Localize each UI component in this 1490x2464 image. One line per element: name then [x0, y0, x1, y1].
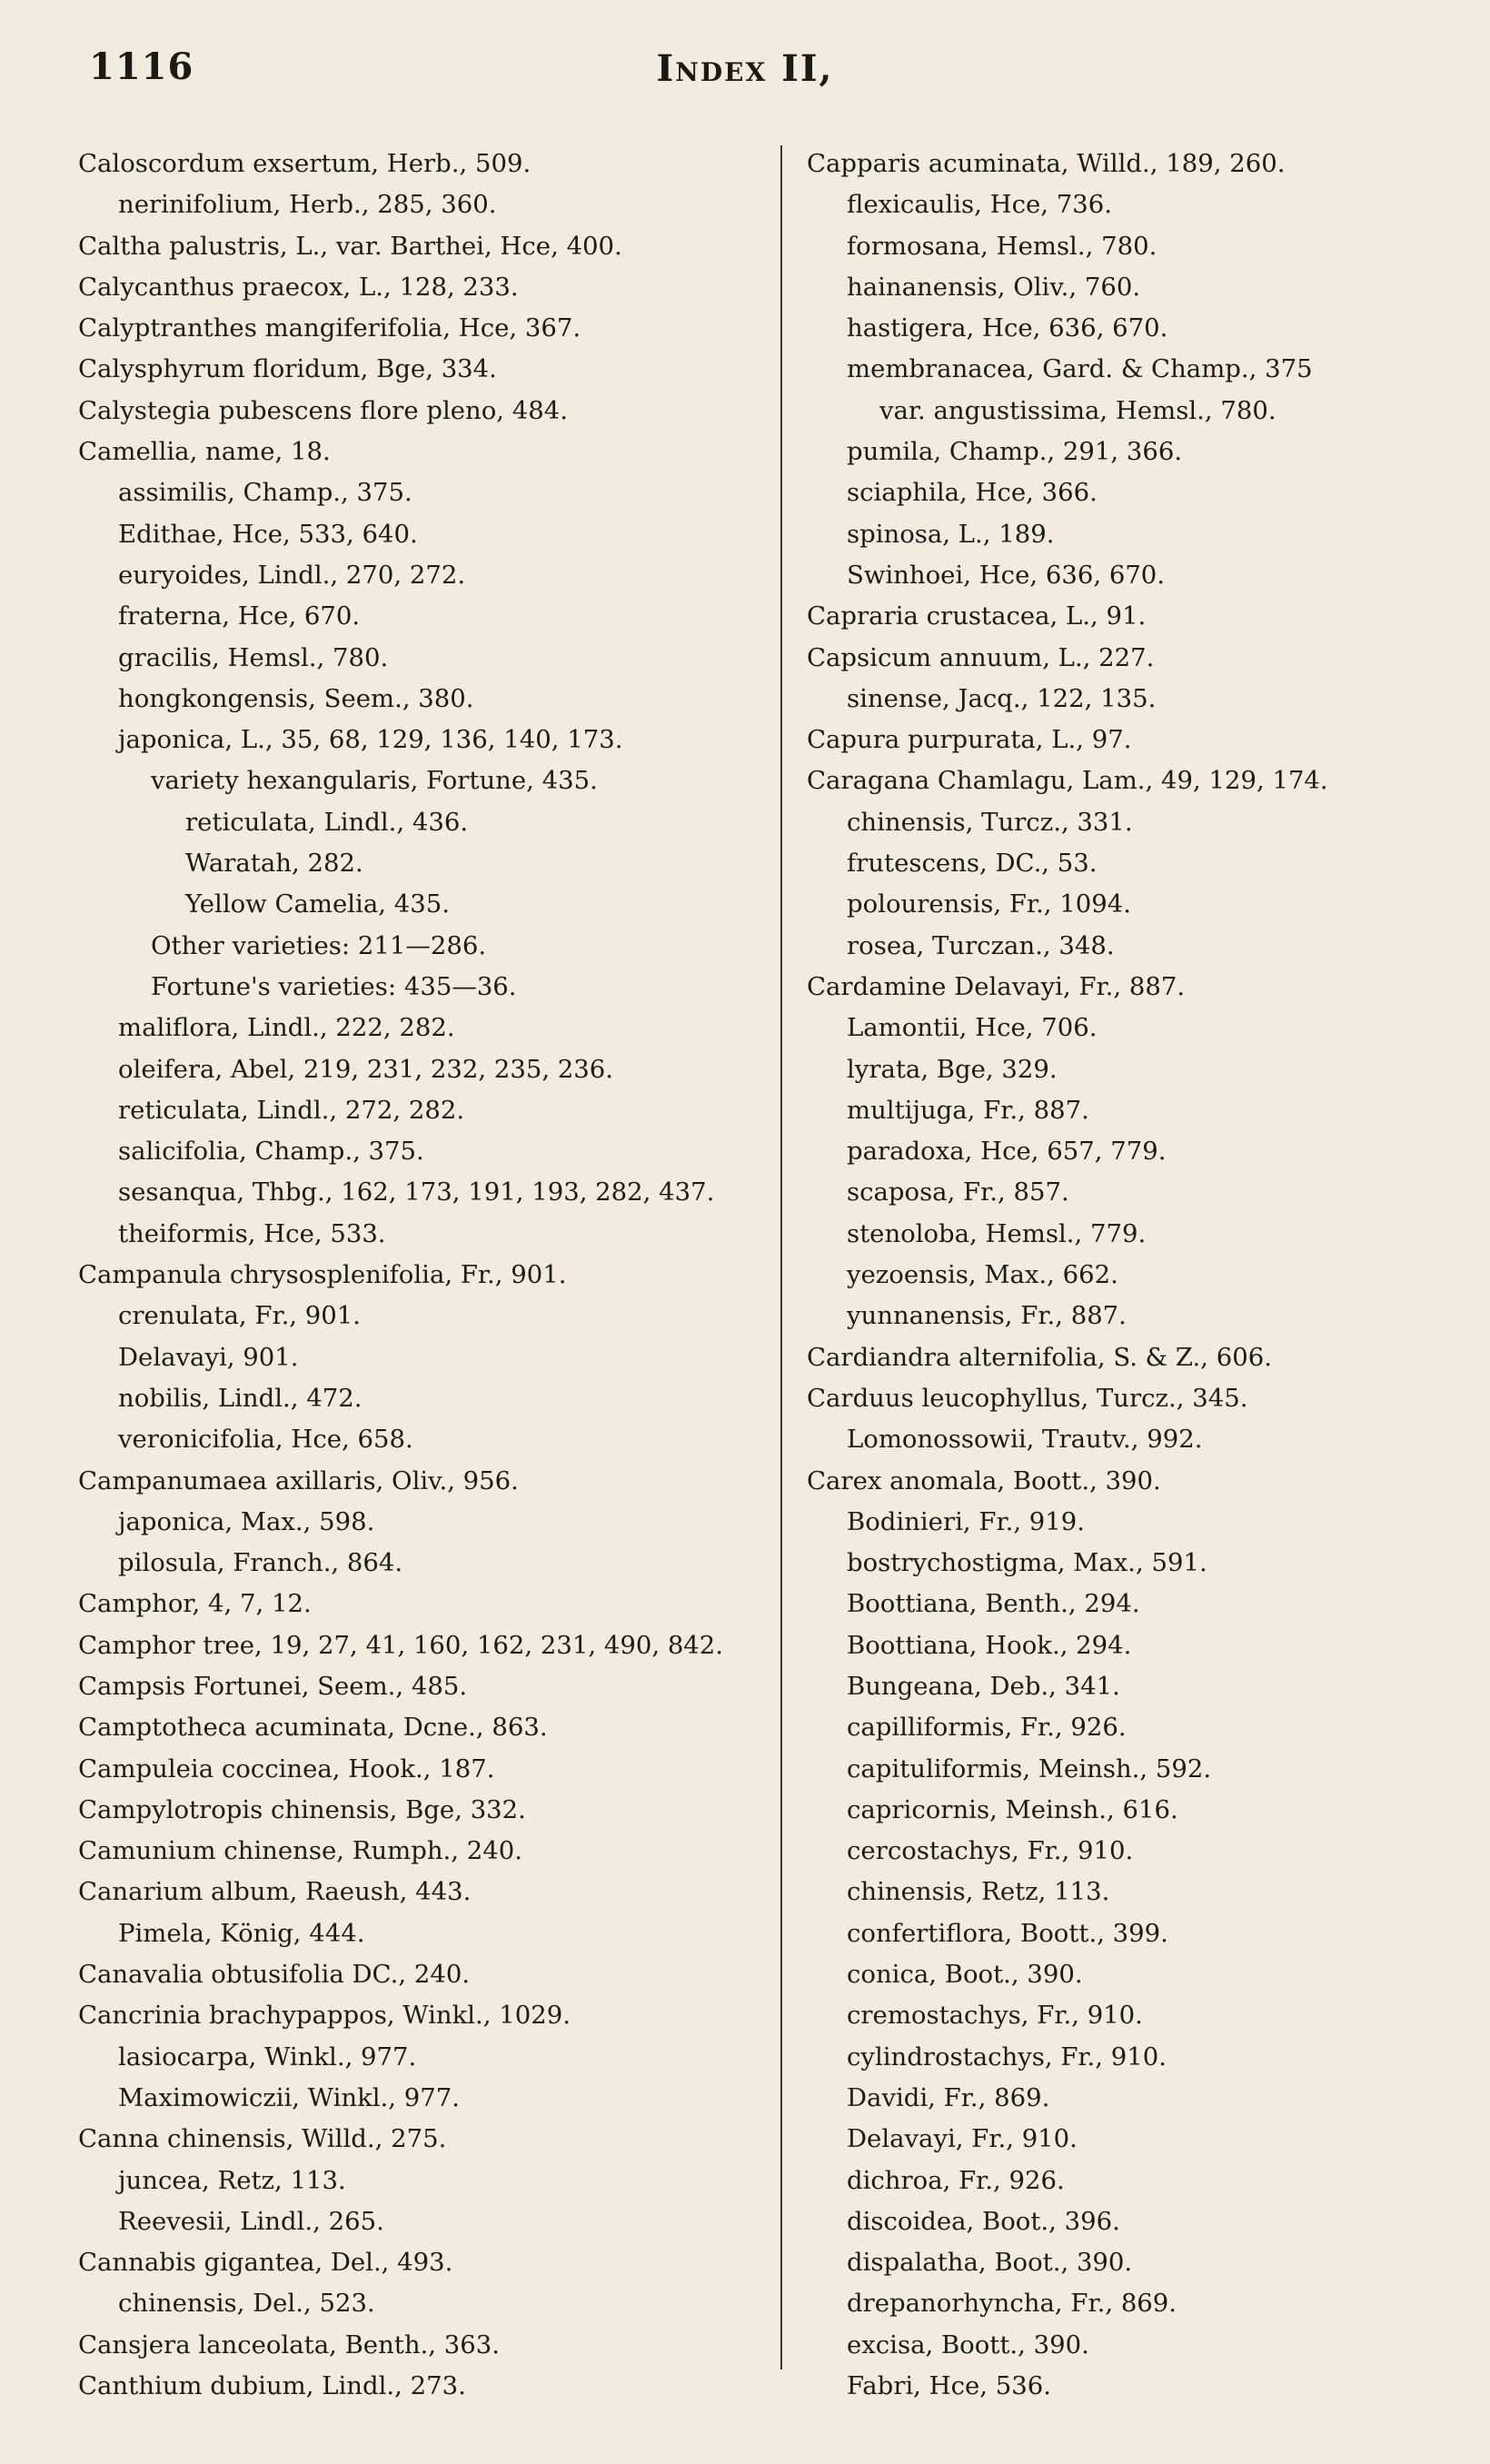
index-subentry: juncea, Retz, 113.: [118, 2165, 346, 2195]
index-entry: Cardamine Delavayi, Fr., 887.: [807, 971, 1186, 1001]
index-subentry: Davidi, Fr., 869.: [847, 2082, 1050, 2112]
index-subentry: reticulata, Lindl., 272, 282.: [118, 1095, 465, 1125]
index-subentry: discoidea, Boot., 396.: [847, 2206, 1120, 2236]
index-subentry: pilosula, Franch., 864.: [118, 1548, 403, 1578]
index-subentry: chinensis, Del., 523.: [118, 2289, 375, 2319]
index-subentry: var. angustissima, Hemsl., 780.: [879, 395, 1276, 425]
index-subentry: cremostachys, Fr., 910.: [847, 2001, 1143, 2031]
index-subentry: bostrychostigma, Max., 591.: [847, 1548, 1207, 1578]
index-subentry: paradoxa, Hce, 657, 779.: [847, 1137, 1167, 1167]
index-entry: Caltha palustris, L., var. Barthei, Hce, 400.: [78, 231, 622, 261]
index-subentry: Swinhoei, Hce, 636, 670.: [847, 560, 1166, 590]
index-entry: Camunium chinense, Rumph., 240.: [78, 1836, 522, 1866]
index-subentry: Boottiana, Hook., 294.: [847, 1630, 1132, 1660]
index-subentry: hainanensis, Oliv., 760.: [847, 272, 1141, 302]
index-subentry: Boottiana, Benth., 294.: [847, 1589, 1140, 1619]
index-subentry: crenulata, Fr., 901.: [118, 1301, 362, 1331]
index-subentry: veronicifolia, Hce, 658.: [118, 1425, 413, 1455]
index-subentry: chinensis, Turcz., 331.: [847, 807, 1133, 837]
index-entry: Capura purpurata, L., 97.: [807, 725, 1132, 755]
index-subentry: dichroa, Fr., 926.: [847, 2165, 1065, 2195]
index-subentry: Yellow Camelia, 435.: [185, 889, 450, 919]
index-subentry: japonica, L., 35, 68, 129, 136, 140, 173.: [118, 725, 623, 755]
index-subentry: euryoides, Lindl., 270, 272.: [118, 560, 466, 590]
index-subentry: conica, Boot., 390.: [847, 1960, 1083, 1990]
index-subentry: hongkongensis, Seem., 380.: [118, 683, 474, 713]
index-subentry: gracilis, Hemsl., 780.: [118, 642, 389, 672]
index-subentry: dispalatha, Boot., 390.: [847, 2248, 1133, 2278]
index-subentry: theiformis, Hce, 533.: [118, 1218, 386, 1248]
index-entry: Carex anomala, Boott., 390.: [807, 1465, 1161, 1495]
index-subentry: membranacea, Gard. & Champ., 375: [847, 354, 1313, 384]
index-subentry: rosea, Turczan., 348.: [847, 930, 1115, 960]
index-subentry: sinense, Jacq., 122, 135.: [847, 683, 1157, 713]
index-subentry: cercostachys, Fr., 910.: [847, 1836, 1134, 1866]
page-title: Index II,: [656, 47, 834, 90]
index-entry: Capsicum annuum, L., 227.: [807, 642, 1155, 672]
index-entry: Camellia, name, 18.: [78, 437, 331, 467]
index-subentry: spinosa, L., 189.: [847, 519, 1055, 549]
index-subentry: Delavayi, Fr., 910.: [847, 2124, 1078, 2154]
index-subentry: Fabri, Hce, 536.: [847, 2371, 1052, 2401]
index-entry: Caragana Chamlagu, Lam., 49, 129, 174.: [807, 766, 1328, 796]
index-entry: Calyptranthes mangiferifolia, Hce, 367.: [78, 313, 581, 343]
index-subentry: cylindrostachys, Fr., 910.: [847, 2042, 1167, 2072]
index-subentry: oleifera, Abel, 219, 231, 232, 235, 236.: [118, 1054, 614, 1084]
index-subentry: Fortune's varieties: 435—36.: [151, 971, 517, 1001]
index-subentry: Delavayi, 901.: [118, 1342, 299, 1372]
index-subentry: chinensis, Retz, 113.: [847, 1877, 1110, 1907]
index-column-left: [78, 144, 778, 2407]
index-subentry: sesanqua, Thbg., 162, 173, 191, 193, 282, 437.: [118, 1177, 715, 1207]
index-subentry: Bodinieri, Fr., 919.: [847, 1506, 1086, 1536]
index-subentry: japonica, Max., 598.: [118, 1506, 375, 1536]
index-subentry: Other varieties: 211—286.: [151, 930, 487, 960]
index-subentry: reticulata, Lindl., 436.: [185, 807, 469, 837]
index-entry: Campsis Fortunei, Seem., 485.: [78, 1671, 468, 1701]
index-entry: Capparis acuminata, Willd., 189, 260.: [807, 149, 1286, 178]
index-subentry: nobilis, Lindl., 472.: [118, 1383, 363, 1413]
index-entry: Campylotropis chinensis, Bge, 332.: [78, 1794, 526, 1824]
index-entry: Calycanthus praecox, L., 128, 233.: [78, 272, 519, 302]
index-subentry: multijuga, Fr., 887.: [847, 1095, 1089, 1125]
index-subentry: salicifolia, Champ., 375.: [118, 1137, 424, 1167]
index-subentry: flexicaulis, Hce, 736.: [847, 190, 1112, 220]
index-subentry: frutescens, DC., 53.: [847, 849, 1098, 879]
index-column-right: [807, 144, 1470, 2407]
index-entry: Calystegia pubescens flore pleno, 484.: [78, 395, 569, 425]
index-subentry: formosana, Hemsl., 780.: [847, 231, 1157, 261]
index-entry: Calysphyrum floridum, Bge, 334.: [78, 354, 497, 384]
index-subentry: yunnanensis, Fr., 887.: [847, 1301, 1127, 1331]
index-subentry: scaposa, Fr., 857.: [847, 1177, 1069, 1207]
index-subentry: Edithae, Hce, 533, 640.: [118, 519, 418, 549]
index-entry: Campanula chrysosplenifolia, Fr., 901.: [78, 1260, 567, 1290]
index-subentry: excisa, Boott., 390.: [847, 2330, 1089, 2360]
index-subentry: capituliformis, Meinsh., 592.: [847, 1754, 1212, 1783]
index-entry: Cancrinia brachypappos, Winkl., 1029.: [78, 2001, 571, 2031]
index-subentry: Reevesii, Lindl., 265.: [118, 2206, 384, 2236]
index-subentry: Lomonossowii, Trautv., 992.: [847, 1425, 1203, 1455]
index-subentry: hastigera, Hce, 636, 670.: [847, 313, 1168, 343]
index-entry: Canna chinensis, Willd., 275.: [78, 2124, 447, 2154]
index-subentry: nerinifolium, Herb., 285, 360.: [118, 190, 497, 220]
index-entry: Campuleia coccinea, Hook., 187.: [78, 1754, 495, 1783]
index-entry: Canthium dubium, Lindl., 273.: [78, 2371, 466, 2401]
index-entry: Camptotheca acuminata, Dcne., 863.: [78, 1713, 548, 1743]
index-subentry: confertiflora, Boott., 399.: [847, 1918, 1168, 1948]
index-subentry: capilliformis, Fr., 926.: [847, 1713, 1127, 1743]
index-entry: Camphor, 4, 7, 12.: [78, 1589, 312, 1619]
index-subentry: Bungeana, Deb., 341.: [847, 1671, 1120, 1701]
index-entry: Canarium album, Raeush, 443.: [78, 1877, 472, 1907]
index-entry: Camphor tree, 19, 27, 41, 160, 162, 231, 490, 842.: [78, 1630, 724, 1660]
index-subentry: Waratah, 282.: [185, 849, 363, 879]
index-entry: Cardiandra alternifolia, S. & Z., 606.: [807, 1342, 1272, 1372]
index-entry: Cansjera lanceolata, Benth., 363.: [78, 2330, 501, 2360]
index-entry: Canavalia obtusifolia DC., 240.: [78, 1960, 471, 1990]
index-subentry: Lamontii, Hce, 706.: [847, 1013, 1098, 1043]
index-entry: Capraria crustacea, L., 91.: [807, 601, 1147, 631]
index-subentry: capricornis, Meinsh., 616.: [847, 1794, 1178, 1824]
index-subentry: assimilis, Champ., 375.: [118, 478, 412, 508]
page-number: 1116: [89, 45, 194, 88]
index-entry: Caloscordum exsertum, Herb., 509.: [78, 149, 531, 178]
index-subentry: lyrata, Bge, 329.: [847, 1054, 1058, 1084]
index-subentry: Pimela, König, 444.: [118, 1918, 365, 1948]
index-subentry: drepanorhyncha, Fr., 869.: [847, 2289, 1177, 2319]
index-entry: Carduus leucophyllus, Turcz., 345.: [807, 1383, 1248, 1413]
index-subentry: Maximowiczii, Winkl., 977.: [118, 2082, 460, 2112]
index-subentry: lasiocarpa, Winkl., 977.: [118, 2042, 417, 2072]
index-subentry: variety hexangularis, Fortune, 435.: [151, 766, 598, 796]
column-divider: [780, 145, 782, 2370]
index-subentry: pumila, Champ., 291, 366.: [847, 437, 1183, 467]
index-subentry: yezoensis, Max., 662.: [847, 1260, 1118, 1290]
index-subentry: fraterna, Hce, 670.: [118, 601, 361, 631]
index-subentry: maliflora, Lindl., 222, 282.: [118, 1013, 455, 1043]
index-subentry: polourensis, Fr., 1094.: [847, 889, 1132, 919]
index-subentry: sciaphila, Hce, 366.: [847, 478, 1098, 508]
index-entry: Cannabis gigantea, Del., 493.: [78, 2248, 453, 2278]
index-entry: Campanumaea axillaris, Oliv., 956.: [78, 1465, 519, 1495]
index-subentry: stenoloba, Hemsl., 779.: [847, 1218, 1147, 1248]
